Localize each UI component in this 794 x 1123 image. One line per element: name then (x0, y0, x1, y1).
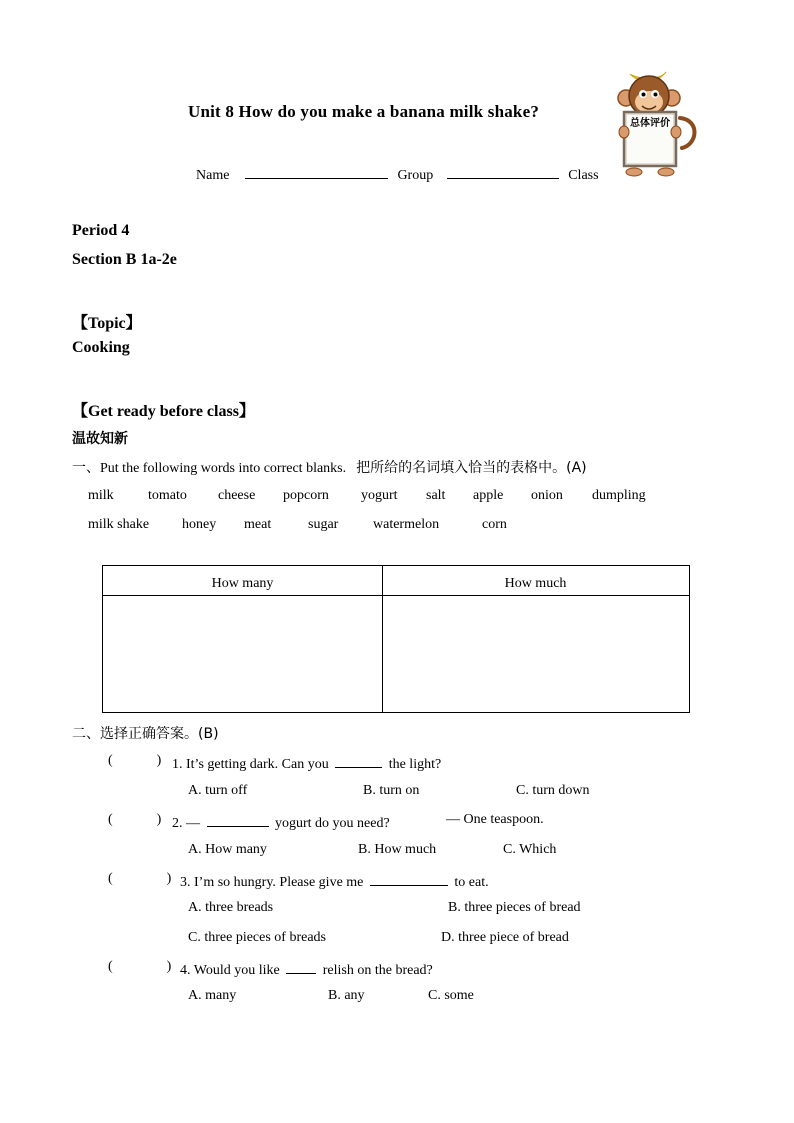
word-item: salt (426, 488, 446, 503)
question-4-text: 4. Would you like (180, 963, 280, 978)
exercise1-number: 一、 (72, 460, 100, 476)
answer-bracket-1[interactable]: ( ) (108, 753, 162, 768)
question-4-option-c[interactable]: C. some (428, 988, 474, 1003)
question-2-blank[interactable] (207, 812, 269, 827)
question-3-text-end: to eat. (454, 875, 489, 890)
question-1-option-c[interactable]: C. turn down (516, 783, 590, 798)
period-label: Period 4 (72, 222, 130, 239)
review-subheading: 温故知新 (72, 431, 128, 447)
question-1-option-b[interactable]: B. turn on (363, 783, 420, 798)
question-3 (180, 871, 489, 891)
evaluation-badge-text: 总体评价 (630, 118, 670, 129)
question-2-reply: — One teaspoon. (446, 812, 544, 827)
class-label: Class (568, 168, 599, 183)
answer-bracket-2[interactable]: ( ) (108, 812, 162, 827)
question-3-option-a[interactable]: A. three breads (188, 900, 274, 915)
word-item: watermelon (373, 517, 440, 532)
group-blank[interactable] (447, 164, 559, 179)
get-ready-heading: 【Get ready before class】 (72, 403, 255, 420)
exercise1-instruction-en: Put the following words into correct blanks. (100, 461, 347, 476)
question-2-option-b[interactable]: B. How much (358, 842, 437, 857)
exercise1-instruction-cn: 把所给的名词填入恰当的表格中。(A) (356, 460, 587, 476)
word-item: corn (482, 517, 507, 532)
question-2 (172, 812, 390, 832)
exercise1-instruction (72, 457, 587, 477)
word-item: onion (531, 488, 563, 503)
question-1 (172, 753, 441, 773)
word-item: cheese (218, 488, 256, 503)
question-4-blank[interactable] (286, 959, 316, 974)
exercise2-heading: 二、选择正确答案。(B) (72, 726, 219, 742)
word-item: honey (182, 517, 217, 532)
question-4-option-b[interactable]: B. any (328, 988, 365, 1003)
word-item: tomato (148, 488, 187, 503)
answer-bracket-3[interactable]: ( ) (108, 871, 172, 886)
question-2-option-a[interactable]: A. How many (188, 842, 267, 857)
question-3-option-c[interactable]: C. three pieces of breads (188, 930, 326, 945)
question-1-blank[interactable] (335, 753, 382, 768)
word-item: yogurt (361, 488, 398, 503)
group-label: Group (397, 168, 434, 183)
question-4-option-a[interactable]: A. many (188, 988, 237, 1003)
word-item: meat (244, 517, 272, 532)
question-2-option-c[interactable]: C. Which (503, 842, 557, 857)
classification-table (102, 565, 690, 713)
monkey-mascot-illustration (610, 62, 698, 180)
question-3-option-d[interactable]: D. three piece of bread (441, 930, 569, 945)
question-4 (180, 959, 433, 979)
section-label: Section B 1a-2e (72, 251, 177, 268)
question-1-text-end: the light? (388, 757, 442, 772)
word-item: milk (88, 488, 114, 503)
question-1-option-a[interactable]: A. turn off (188, 783, 248, 798)
question-2-text: 2. — (172, 816, 200, 831)
answer-bracket-4[interactable]: ( ) (108, 959, 172, 974)
name-line (196, 164, 599, 184)
topic-heading: 【Topic】 (72, 315, 142, 332)
question-4-text-end: relish on the bread? (322, 963, 433, 978)
page-title: Unit 8 How do you make a banana milk shake? (188, 102, 540, 121)
question-3-option-b[interactable]: B. three pieces of bread (448, 900, 581, 915)
question-3-blank[interactable] (370, 871, 448, 886)
topic-value: Cooking (72, 339, 130, 356)
question-2-text-end: yogurt do you need? (275, 816, 390, 831)
word-item: dumpling (592, 488, 646, 503)
word-item: sugar (308, 517, 339, 532)
word-item: apple (473, 488, 504, 503)
table-header-how-many: How many (103, 566, 382, 596)
question-3-text: 3. I’m so hungry. Please give me (180, 875, 364, 890)
how-much-answer-cell[interactable] (383, 596, 689, 712)
name-label: Name (196, 168, 230, 183)
question-1-text: 1. It’s getting dark. Can you (172, 757, 329, 772)
name-blank[interactable] (245, 164, 388, 179)
word-item: popcorn (283, 488, 329, 503)
how-many-answer-cell[interactable] (103, 596, 382, 712)
table-header-how-much: How much (382, 566, 689, 596)
word-item: milk shake (88, 517, 150, 532)
